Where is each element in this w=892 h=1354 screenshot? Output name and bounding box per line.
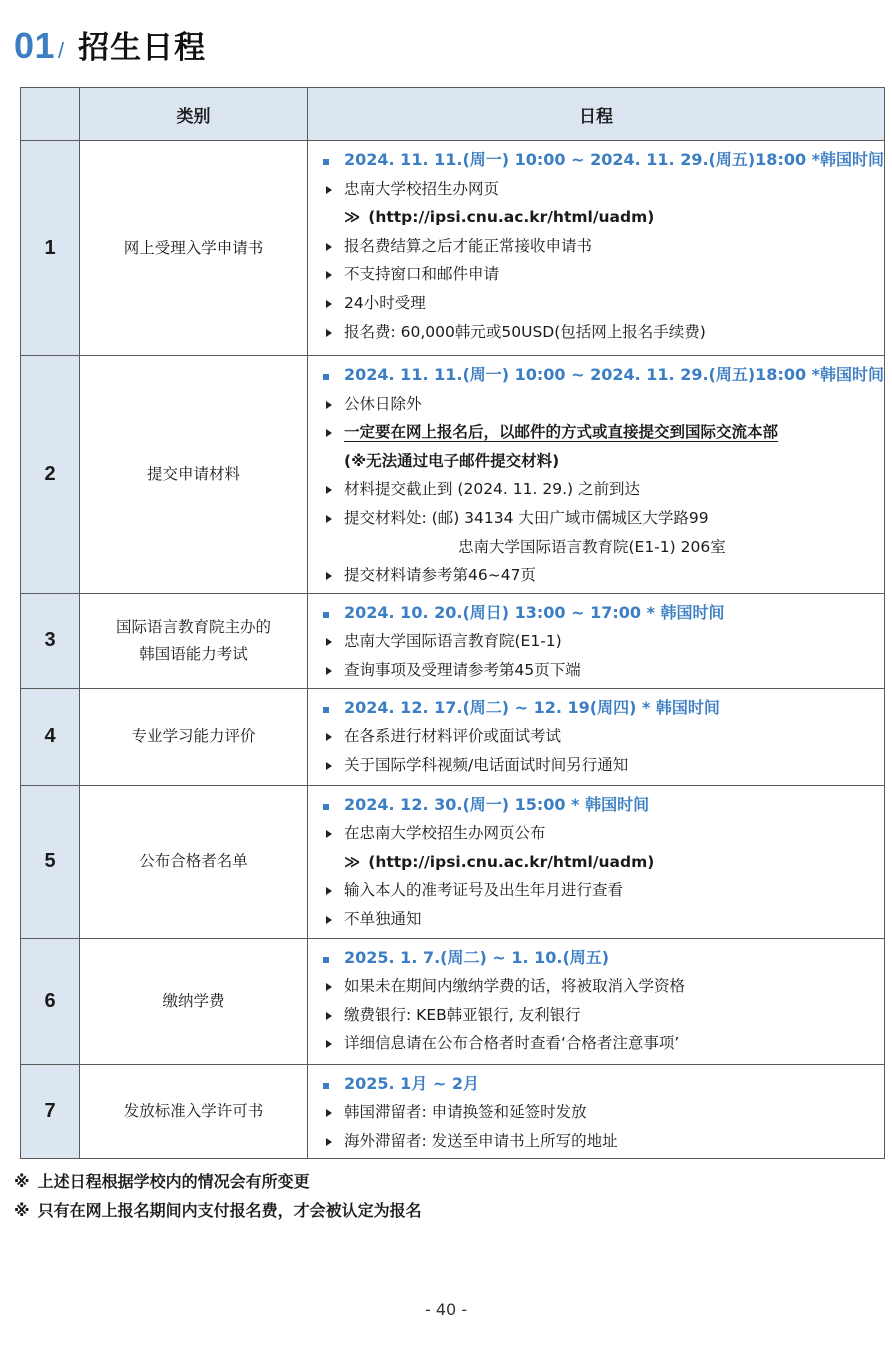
section-number: 01 [14, 25, 56, 66]
schedule-text: 不支持窗口和邮件申请 [344, 265, 500, 284]
square-bullet-icon [322, 944, 344, 973]
triangle-bullet-mark [326, 887, 332, 895]
schedule-line [322, 533, 880, 562]
schedule-line [322, 1029, 880, 1058]
triangle-bullet-icon [322, 656, 344, 685]
page-number: - 40 - [424, 1300, 468, 1319]
triangle-bullet-mark [326, 300, 332, 308]
schedule-table [20, 87, 885, 1159]
triangle-bullet-icon [322, 390, 344, 419]
square-bullet-icon [322, 146, 344, 175]
triangle-bullet-icon [322, 972, 344, 1001]
triangle-bullet-icon [322, 627, 344, 656]
schedule-line [322, 944, 880, 973]
note-item [14, 1167, 422, 1196]
schedule-line [322, 905, 880, 934]
schedule-text: 报名费: 60,000韩元或50USD(包括网上报名手续费) [344, 322, 706, 341]
triangle-bullet-mark [326, 429, 332, 437]
arrow-icon: ≫ [344, 208, 361, 227]
triangle-bullet-icon [322, 1098, 344, 1127]
schedule-line [322, 561, 880, 590]
schedule-link: (http://ipsi.cnu.ac.kr/html/uadm) [368, 208, 655, 227]
schedule-text: 韩国滞留者: 申请换签和延签时发放 [344, 1103, 587, 1122]
triangle-bullet-icon [322, 504, 344, 533]
triangle-bullet-mark [326, 486, 332, 494]
schedule-text: 材料提交截止到 (2024. 11. 29.) 之前到达 [344, 480, 640, 499]
square-bullet-mark [323, 374, 329, 380]
table-row [21, 1064, 885, 1159]
triangle-bullet-mark [326, 1138, 332, 1146]
table-row [21, 938, 885, 1064]
note-item [14, 1196, 422, 1225]
square-bullet-mark [323, 1083, 329, 1089]
schedule-line [322, 694, 880, 723]
triangle-bullet-icon [322, 819, 344, 848]
square-bullet-mark [323, 159, 329, 165]
triangle-bullet-mark [326, 1012, 332, 1020]
triangle-bullet-mark [326, 762, 332, 770]
triangle-bullet-mark [326, 572, 332, 580]
triangle-bullet-icon [322, 260, 344, 289]
triangle-bullet-mark [326, 329, 332, 337]
row-schedule [308, 593, 885, 688]
triangle-bullet-icon [322, 1127, 344, 1156]
row-number: 6 [21, 938, 80, 1064]
row-category: 专业学习能力评价 [80, 688, 308, 785]
square-bullet-icon [322, 791, 344, 820]
row-schedule [308, 141, 885, 356]
table-row [21, 356, 885, 594]
note-mark: ※ [14, 1201, 30, 1220]
schedule-line [322, 751, 880, 780]
schedule-text: 如果未在期间内缴纳学费的话，将被取消入学资格 [344, 977, 686, 996]
schedule-text: 不单独通知 [344, 909, 422, 928]
triangle-bullet-mark [326, 983, 332, 991]
schedule-line [322, 627, 880, 656]
schedule-line [322, 972, 880, 1001]
schedule-date: 2025. 1. 7.(周二) ~ 1. 10.(周五) [344, 947, 610, 967]
row-category: 网上受理入学申请书 [80, 141, 308, 356]
schedule-date: 2024. 12. 30.(周一) 15:00 * 韩国时间 [344, 794, 650, 814]
row-number: 4 [21, 688, 80, 785]
schedule-text: 输入本人的准考证号及出生年月进行查看 [344, 881, 624, 900]
triangle-bullet-mark [326, 830, 332, 838]
schedule-line [322, 175, 880, 204]
schedule-text: 公休日除外 [344, 394, 422, 413]
section-slash: / [58, 38, 65, 63]
schedule-date: 2025. 1月 ~ 2月 [344, 1073, 479, 1093]
schedule-text: 24小时受理 [344, 293, 426, 312]
schedule-line [322, 722, 880, 751]
schedule-text: 关于国际学科视频/电话面试时间另行通知 [344, 755, 629, 774]
triangle-bullet-mark [326, 186, 332, 194]
row-schedule [308, 938, 885, 1064]
triangle-bullet-mark [326, 638, 332, 646]
schedule-line [322, 1001, 880, 1030]
table-row [21, 593, 885, 688]
header-category: 类别 [80, 88, 308, 141]
schedule-line [322, 1127, 880, 1156]
note-mark: ※ [14, 1172, 30, 1191]
section-title: 招生日程 [78, 30, 207, 66]
triangle-bullet-icon [322, 876, 344, 905]
table-row [21, 688, 885, 785]
triangle-bullet-mark [326, 733, 332, 741]
square-bullet-mark [323, 612, 329, 618]
notes [14, 1167, 422, 1225]
triangle-bullet-mark [326, 271, 332, 279]
triangle-bullet-icon [322, 751, 344, 780]
schedule-line [322, 475, 880, 504]
arrow-icon: ≫ [344, 852, 361, 871]
schedule-line [322, 447, 880, 476]
schedule-text: 一定要在网上报名后，以邮件的方式或直接提交到国际交流本部 [344, 423, 779, 442]
row-schedule [308, 1064, 885, 1159]
schedule-line [322, 819, 880, 848]
triangle-bullet-mark [326, 1109, 332, 1117]
schedule-line [322, 876, 880, 905]
triangle-bullet-icon [322, 289, 344, 318]
row-number: 2 [21, 356, 80, 594]
schedule-date: 2024. 12. 17.(周二) ~ 12. 19(周四) * 韩国时间 [344, 697, 720, 717]
row-category: 缴纳学费 [80, 938, 308, 1064]
schedule-text: 提交材料处: (邮) 34134 大田广域市儒城区大学路99 [344, 508, 709, 527]
schedule-table-body [21, 141, 885, 1159]
triangle-bullet-mark [326, 1040, 332, 1048]
note-text: 上述日程根据学校内的情况会有所变更 [37, 1172, 310, 1191]
row-schedule [308, 688, 885, 785]
triangle-bullet-icon [322, 475, 344, 504]
row-category: 发放标准入学许可书 [80, 1064, 308, 1159]
row-schedule [308, 785, 885, 938]
section-heading [14, 22, 206, 67]
schedule-line [322, 599, 880, 628]
schedule-line [322, 1098, 880, 1127]
schedule-line [322, 1070, 880, 1099]
schedule-text: 查询事项及受理请参考第45页下端 [344, 660, 581, 679]
triangle-bullet-mark [326, 916, 332, 924]
row-category: 公布合格者名单 [80, 785, 308, 938]
triangle-bullet-mark [326, 401, 332, 409]
schedule-link: (http://ipsi.cnu.ac.kr/html/uadm) [368, 852, 655, 871]
schedule-date: 2024. 11. 11.(周一) 10:00 ~ 2024. 11. 29.(周五)18:00 *韩国时间 [344, 365, 885, 384]
triangle-bullet-icon [322, 232, 344, 261]
triangle-bullet-icon [322, 561, 344, 590]
row-number: 3 [21, 593, 80, 688]
schedule-line [322, 791, 880, 820]
square-bullet-icon [322, 694, 344, 723]
square-bullet-mark [323, 707, 329, 713]
triangle-bullet-icon [322, 1001, 344, 1030]
triangle-bullet-icon [322, 418, 344, 447]
schedule-line [322, 260, 880, 289]
schedule-line [322, 361, 885, 390]
triangle-bullet-icon [322, 722, 344, 751]
schedule-line [322, 656, 880, 685]
schedule-line [322, 418, 880, 447]
note-text: 只有在网上报名期间内支付报名费，才会被认定为报名 [37, 1201, 422, 1220]
schedule-text: 忠南大学校招生办网页 [344, 179, 500, 198]
square-bullet-mark [323, 804, 329, 810]
row-number: 1 [21, 141, 80, 356]
schedule-line [322, 146, 885, 175]
schedule-line [322, 390, 880, 419]
triangle-bullet-mark [326, 667, 332, 675]
square-bullet-icon [322, 1070, 344, 1099]
schedule-text: (※无法通过电子邮件提交材料) [344, 451, 560, 470]
schedule-text: 缴费银行: KEB韩亚银行, 友利银行 [344, 1005, 581, 1024]
schedule-text: 忠南大学国际语言教育院(E1-1) [344, 632, 562, 651]
square-bullet-icon [322, 361, 344, 390]
table-row [21, 785, 885, 938]
schedule-text: 详细信息请在公布合格者时查看‘合格者注意事项’ [344, 1034, 680, 1053]
triangle-bullet-mark [326, 243, 332, 251]
schedule-text: 海外滞留者: 发送至申请书上所写的地址 [344, 1131, 618, 1150]
schedule-line [322, 848, 880, 877]
schedule-line [322, 232, 880, 261]
schedule-address: 忠南大学国际语言教育院(E1-1) 206室 [458, 537, 726, 556]
schedule-text: 报名费结算之后才能正常接收申请书 [344, 236, 593, 255]
schedule-line [322, 318, 880, 347]
square-bullet-icon [322, 599, 344, 628]
schedule-date: 2024. 10. 20.(周日) 13:00 ~ 17:00 * 韩国时间 [344, 602, 725, 622]
header-number-cell [21, 88, 80, 141]
table-header-row [21, 88, 885, 141]
schedule-line [322, 289, 880, 318]
triangle-bullet-icon [322, 318, 344, 347]
schedule-line [322, 504, 880, 533]
square-bullet-mark [323, 957, 329, 963]
header-schedule: 日程 [308, 88, 885, 141]
row-schedule [308, 356, 885, 594]
row-category: 国际语言教育院主办的 韩国语能力考试 [80, 593, 308, 688]
triangle-bullet-icon [322, 175, 344, 204]
triangle-bullet-mark [326, 515, 332, 523]
schedule-text: 提交材料请参考第46~47页 [344, 566, 536, 585]
row-number: 5 [21, 785, 80, 938]
schedule-text: 在各系进行材料评价或面试考试 [344, 727, 562, 746]
triangle-bullet-icon [322, 1029, 344, 1058]
table-row [21, 141, 885, 356]
triangle-bullet-icon [322, 905, 344, 934]
schedule-line [322, 203, 880, 232]
schedule-date: 2024. 11. 11.(周一) 10:00 ~ 2024. 11. 29.(周五)18:00 *韩国时间 [344, 150, 885, 169]
row-number: 7 [21, 1064, 80, 1159]
row-category: 提交申请材料 [80, 356, 308, 594]
schedule-text: 在忠南大学校招生办网页公布 [344, 824, 546, 843]
